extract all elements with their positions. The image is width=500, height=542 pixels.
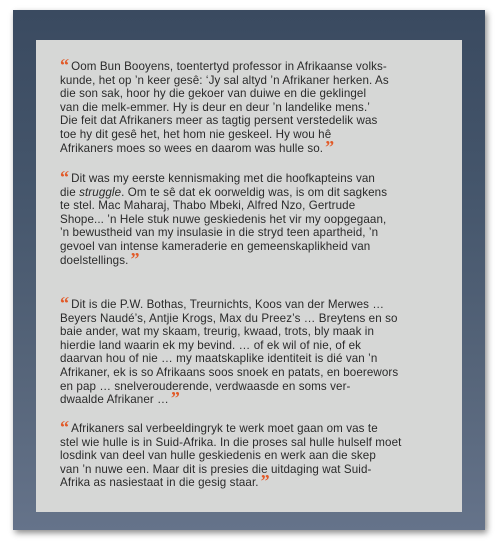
open-quote-mark: “ (60, 293, 70, 313)
open-quote-mark: “ (60, 55, 70, 75)
book-cover (13, 10, 485, 530)
quote-line: Afrikaner, ek is so Afrikaans soos snoek en patats, en boerewors (60, 365, 399, 379)
quote-line: daarvan hou of nie … my maatskaplike identiteit is dié van ’n (60, 352, 378, 366)
quote-line: te stel. Mac Maharaj, Thabo Mbeki, Alfred Nzo, Gertrude (60, 199, 356, 213)
quote-line: die son sak, hoor hy die gekoer van duiwe en die geklingel (60, 87, 367, 101)
quote-panel (36, 40, 462, 512)
quote-line: dwaalde Afrikaner … (60, 393, 169, 407)
quote-line: Afrika as nasiestaat in die gesig staar. (60, 476, 259, 490)
quote-line: kunde, het op ’n keer gesê: ‘Jy sal altyd ’n Afrikaner herken. As (60, 73, 389, 87)
quote-line: baie ander, wat my skaam, treurig, kwaad, trots, bly maak in (60, 325, 375, 339)
quote-line: gevoel van intense kameraderie en gemeenskaplikheid van (60, 239, 371, 253)
quote-line: Dit was my eerste kennismaking met die hoofkapteins van (71, 172, 375, 185)
quote-line: van die melk-emmer. Hy is deur en deur ’n landelike mens.’ (60, 100, 370, 114)
quote-line: Oom Bun Booyens, toentertyd professor in Afrikaanse volks- (71, 60, 387, 73)
close-quote-mark: ” (325, 136, 335, 157)
quote-line: stel wie hulle is in Suid-Afrika. In die proses sal hulle hulself moet (60, 435, 402, 449)
quote-line: doelstellings. (60, 253, 129, 267)
quote-line: Afrikaners sal verbeeldingryk te werk moet gaan om vas te (71, 422, 378, 435)
emphasis-struggle: struggle (79, 185, 122, 199)
quote-line: losdink van deel van hulle geskiedenis en werk aan die skep (60, 449, 376, 463)
quote-line: van ’n nuwe een. Maar dit is presies die uitdaging wat Suid- (60, 462, 372, 476)
quote-line: toe hy dit gesê het, het hom nie geskeel. Hy wou hê (60, 127, 332, 141)
quote-line: Shope... ’n Hele stuk nuwe geskiedenis het vir my oopgegaan, (60, 212, 387, 226)
quote-line: Dit is die P.W. Bothas, Treurnichts, Koos van der Merwes … (71, 298, 385, 311)
open-quote-mark: “ (60, 417, 70, 437)
quote-line: en pap … snelverouderende, verdwaasde en soms ver- (60, 379, 351, 393)
close-quote-mark: ” (170, 388, 180, 409)
quote-line: hierdie land waarin ek my bevind. … of ek wil of nie, of ek (60, 338, 362, 352)
quote-line-part: die (60, 185, 80, 199)
quote-4 (60, 417, 450, 492)
quote-line: Die feit dat Afrikaners meer as tagtig persent verstedelik was (60, 114, 378, 128)
quote-2 (60, 167, 450, 269)
close-quote-mark: ” (260, 471, 270, 492)
close-quote-mark: ” (130, 248, 140, 269)
quote-3 (60, 293, 450, 409)
quote-1 (60, 55, 450, 157)
quote-line: Afrikaners moes so wees en daarom was hulle so. (60, 141, 324, 155)
open-quote-mark: “ (60, 167, 70, 187)
quote-line: ’n bewustheid van my insulasie in die stryd teen apartheid, ’n (60, 226, 379, 240)
quote-line-part: . Om te sê dat ek oorweldig was, is om dit sagkens (121, 185, 388, 199)
quote-line: Beyers Naudé’s, Antjie Krogs, Max du Preez’s … Breytens en so (60, 311, 398, 325)
